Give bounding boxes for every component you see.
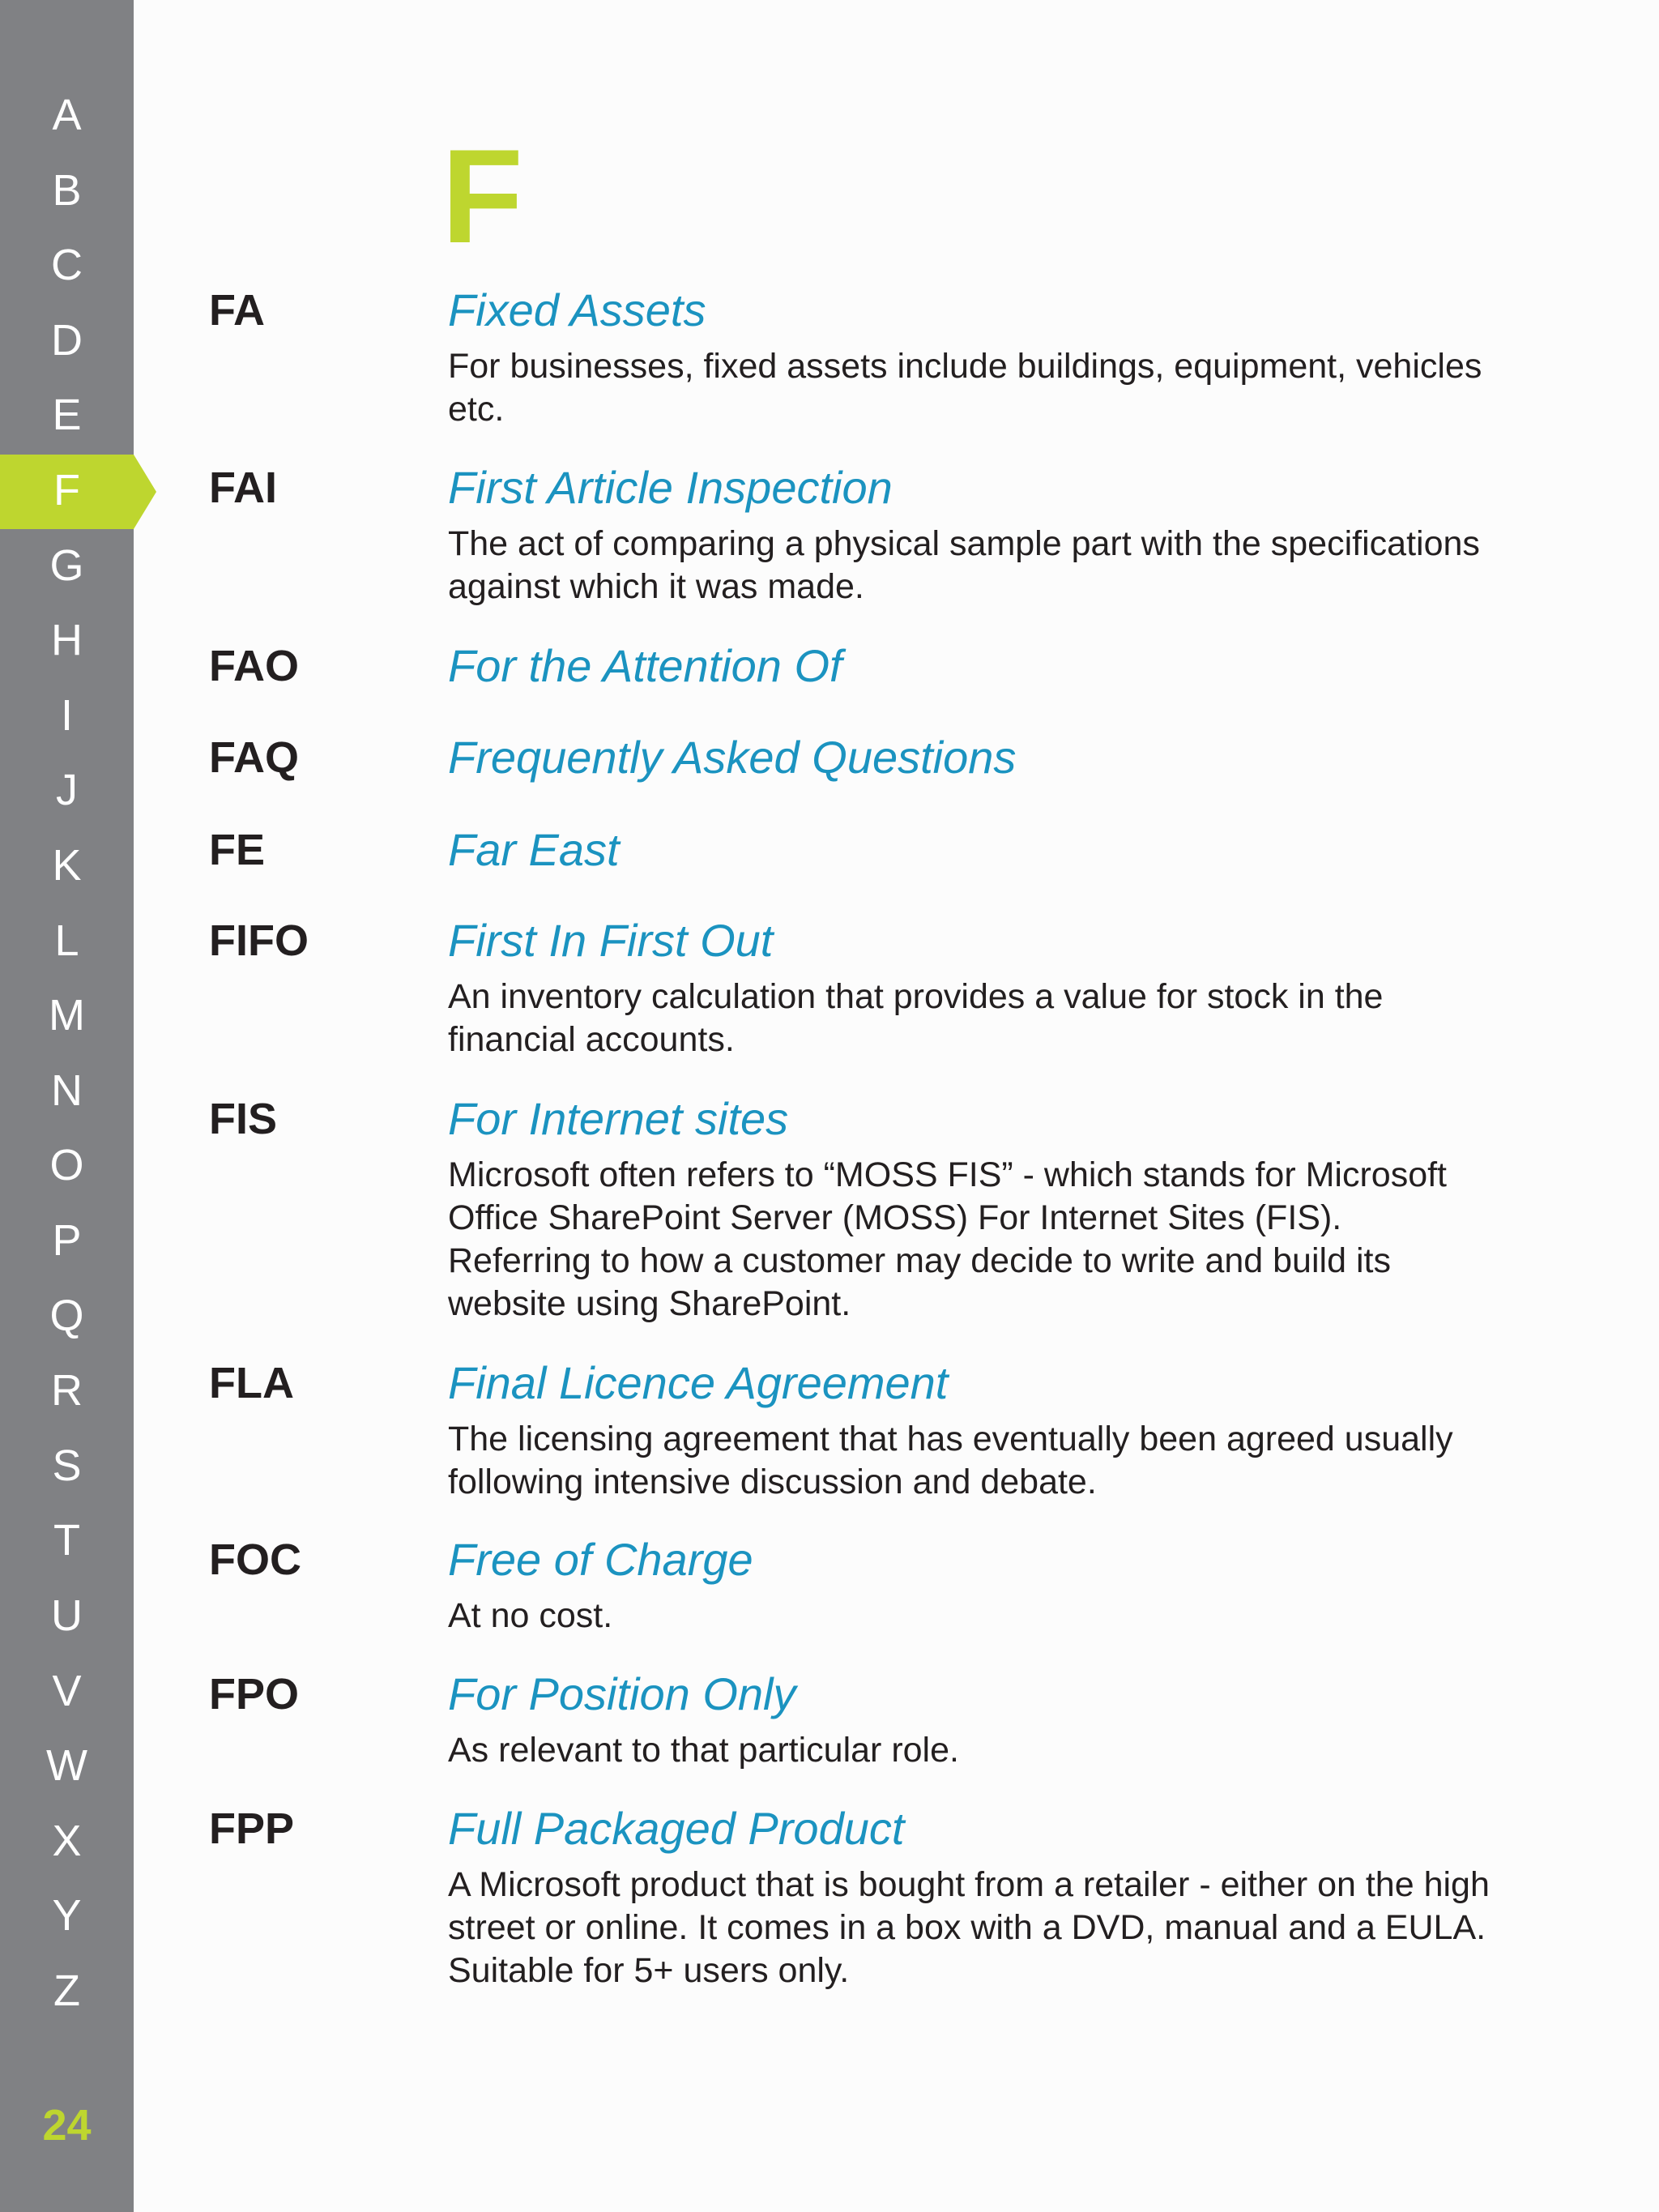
entry-definition: A Microsoft product that is bought from a retailer - either on the high street or online. It comes in a box with a DVD, manual and a EULA. Suitable for 5+ users only. [448, 1865, 1490, 1990]
entry-definition: At no cost. [448, 1596, 613, 1635]
page-number: 24 [42, 2101, 92, 2150]
entry-term: Fixed Assets [448, 284, 706, 335]
index-letter-q[interactable]: Q [49, 1292, 84, 1340]
entry-term: First In First Out [448, 915, 774, 966]
entry-definition: The act of comparing a physical sample part with the specifications against which it was made. [448, 524, 1480, 606]
entry-term: Final Licence Agreement [448, 1357, 949, 1408]
entry-abbreviation: FPO [209, 1670, 300, 1719]
entry-term: Free of Charge [448, 1534, 753, 1585]
index-letter-i[interactable]: I [60, 691, 73, 740]
entry-term: Far East [448, 824, 620, 875]
index-letter-d[interactable]: D [51, 316, 83, 365]
entry-definition: The licensing agreement that has eventually been agreed usually following intensive discussion and debate. [448, 1420, 1453, 1501]
index-letter-p[interactable]: P [52, 1216, 82, 1265]
entry-abbreviation: FAI [209, 463, 278, 512]
index-letter-w[interactable]: W [46, 1741, 87, 1790]
entry-abbreviation: FIFO [209, 916, 309, 965]
index-letter-c[interactable]: C [51, 241, 83, 289]
index-letter-t[interactable]: T [53, 1516, 80, 1565]
index-letter-b[interactable]: B [52, 166, 82, 215]
entry-abbreviation: FOC [209, 1535, 301, 1584]
index-letter-v[interactable]: V [52, 1667, 82, 1715]
entry-abbreviation: FE [209, 826, 266, 874]
section-heading-letter: F [441, 122, 523, 271]
entry-term: First Article Inspection [448, 462, 893, 513]
entry-abbreviation: FA [209, 286, 266, 335]
entry-abbreviation: FAO [209, 642, 300, 690]
index-letter-s[interactable]: S [52, 1441, 82, 1490]
entry-definition: For businesses, fixed assets include buildings, equipment, vehicles etc. [448, 347, 1482, 429]
index-letter-g[interactable]: G [49, 541, 84, 590]
index-letter-y[interactable]: Y [52, 1891, 82, 1940]
index-letter-e[interactable]: E [52, 391, 82, 439]
index-letter-f[interactable]: F [53, 466, 80, 515]
index-letter-z[interactable]: Z [53, 1966, 80, 2015]
index-letter-m[interactable]: M [49, 991, 85, 1040]
index-letter-h[interactable]: H [51, 616, 83, 664]
entry-term: Full Packaged Product [448, 1803, 905, 1854]
entry-definition: Microsoft often refers to “MOSS FIS” - which stands for Microsoft Office SharePoint Server (MOSS) For Internet Sites (FIS). Referring to how a customer may decide to write and build its website using SharePoint. [448, 1155, 1447, 1323]
index-letter-x[interactable]: X [52, 1817, 82, 1865]
index-letter-l[interactable]: L [54, 916, 79, 965]
entry-abbreviation: FLA [209, 1359, 294, 1407]
index-letter-r[interactable]: R [51, 1366, 83, 1415]
index-letter-k[interactable]: K [52, 841, 82, 890]
entry-term: For the Attention Of [448, 640, 842, 691]
entry-term: For Position Only [448, 1668, 796, 1719]
index-letter-n[interactable]: N [51, 1066, 83, 1115]
entry-abbreviation: FPP [209, 1804, 295, 1853]
alphabet-sidebar [0, 0, 134, 2212]
entry-definition: An inventory calculation that provides a value for stock in the financial accounts. [448, 977, 1384, 1059]
index-letter-j[interactable]: J [56, 766, 78, 814]
index-letter-u[interactable]: U [51, 1591, 83, 1640]
index-letter-o[interactable]: O [49, 1141, 84, 1189]
entry-abbreviation: FIS [209, 1095, 278, 1143]
entry-definition: As relevant to that particular role. [448, 1731, 959, 1770]
entry-term: For Internet sites [448, 1093, 789, 1144]
index-letter-a[interactable]: A [52, 91, 82, 139]
entry-term: Frequently Asked Questions [448, 732, 1017, 783]
active-letter-pointer [134, 455, 156, 529]
entry-abbreviation: FAQ [209, 733, 300, 782]
